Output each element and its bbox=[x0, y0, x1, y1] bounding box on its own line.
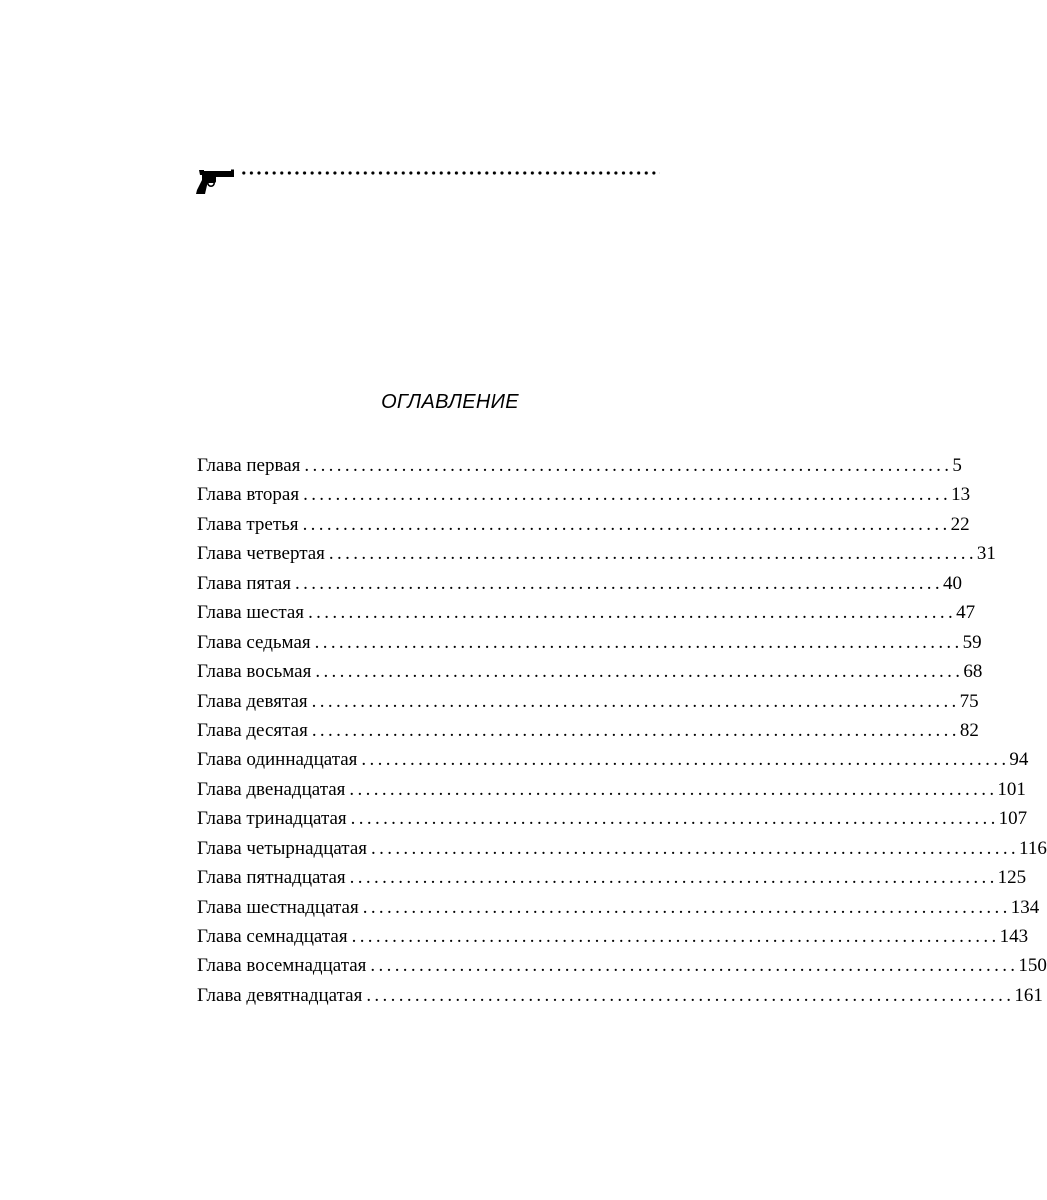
toc-entry bbox=[197, 981, 1043, 1010]
toc-entry bbox=[197, 451, 962, 480]
toc-entry bbox=[197, 598, 976, 627]
toc-entry-page: 116 bbox=[1019, 837, 1047, 859]
toc-entry-page: 82 bbox=[959, 719, 979, 741]
toc-entry-label: Глава четырнадцатая bbox=[197, 837, 368, 859]
toc-entry-label: Глава седьмая bbox=[197, 631, 311, 653]
toc-entry-label: Глава шестая bbox=[197, 602, 305, 624]
toc-entry bbox=[197, 510, 970, 539]
toc-entry bbox=[197, 628, 982, 657]
toc-entry-label: Глава вторая bbox=[197, 484, 300, 506]
toc-dot-leader: ................................................................................ bbox=[362, 896, 1011, 918]
toc-entry-page: 94 bbox=[1009, 749, 1029, 771]
toc-entry-page: 150 bbox=[1018, 955, 1047, 977]
toc-entry-page: 40 bbox=[943, 572, 962, 594]
toc-entry-label: Глава двенадцатая bbox=[197, 778, 346, 800]
revolver-icon bbox=[194, 166, 242, 196]
toc-dot-leader: ................................................................................ bbox=[328, 543, 977, 565]
toc-entry-page: 31 bbox=[976, 543, 996, 565]
toc-entry bbox=[197, 834, 1047, 863]
toc-entry-label: Глава тринадцатая bbox=[197, 808, 347, 830]
toc-dot-leader: ................................................................................ bbox=[304, 455, 953, 476]
toc-entry-page: 125 bbox=[997, 867, 1027, 889]
toc-dot-leader: ................................................................................ bbox=[350, 808, 999, 830]
toc-entry-label: Глава четвертая bbox=[197, 543, 325, 565]
toc-dot-leader: ................................................................................ bbox=[366, 984, 1015, 1006]
toc-entry-page: 13 bbox=[951, 484, 971, 506]
toc-entry bbox=[197, 569, 962, 598]
toc-entry-label: Глава пятая bbox=[197, 572, 291, 594]
toc-dot-leader: ................................................................................ bbox=[361, 749, 1010, 771]
toc-dot-leader: ................................................................................ bbox=[311, 719, 960, 741]
toc-entry bbox=[197, 775, 1026, 804]
toc-dot-leader: ................................................................................ bbox=[302, 513, 951, 535]
toc-dot-leader: ................................................................................ bbox=[314, 631, 963, 653]
toc-entry-label: Глава третья bbox=[197, 513, 299, 535]
toc-entry-page: 134 bbox=[1010, 896, 1040, 918]
toc-dot-leader: ................................................................................ bbox=[349, 778, 998, 800]
toc-entry bbox=[197, 951, 1047, 980]
toc-entry bbox=[197, 893, 1040, 922]
toc-entry bbox=[197, 657, 983, 686]
toc-list bbox=[197, 451, 1047, 1010]
toc-entry-page: 68 bbox=[963, 661, 983, 683]
toc-entry bbox=[197, 687, 979, 716]
toc-entry bbox=[197, 716, 979, 745]
toc-dot-leader: ................................................................................ bbox=[308, 602, 957, 624]
toc-dot-leader: ................................................................................ bbox=[370, 955, 1019, 977]
toc-entry-label: Глава девятая bbox=[197, 690, 308, 712]
toc-entry-label: Глава девятнадцатая bbox=[197, 984, 363, 1006]
toc-entry-page: 143 bbox=[999, 926, 1029, 947]
toc-entry-label: Глава десятая bbox=[197, 719, 308, 741]
toc-title: ОГЛАВЛЕНИЕ bbox=[381, 391, 519, 413]
toc-entry bbox=[197, 745, 1029, 774]
toc-entry-label: Глава семнадцатая bbox=[197, 926, 348, 947]
toc-entry bbox=[197, 480, 971, 509]
toc-entry-page: 5 bbox=[952, 455, 962, 476]
toc-entry-label: Глава восьмая bbox=[197, 661, 312, 683]
toc-dot-leader: ................................................................................ bbox=[295, 572, 943, 594]
toc-entry-label: Глава восемнадцатая bbox=[197, 955, 367, 977]
toc-dot-leader: ................................................................................ bbox=[351, 926, 1000, 947]
toc-entry-page: 107 bbox=[998, 808, 1028, 830]
toc-entry bbox=[197, 863, 1027, 892]
toc-entry bbox=[197, 922, 1029, 951]
toc-entry-page: 161 bbox=[1014, 984, 1043, 1006]
dotted-rule bbox=[240, 171, 660, 175]
toc-entry-page: 101 bbox=[997, 778, 1026, 800]
toc-dot-leader: ................................................................................ bbox=[303, 484, 952, 506]
toc-entry-label: Глава одиннадцатая bbox=[197, 749, 358, 771]
toc-entry bbox=[197, 804, 1028, 833]
toc-dot-leader: ................................................................................ bbox=[371, 837, 1020, 859]
toc-entry-label: Глава пятнадцатая bbox=[197, 867, 346, 889]
toc-dot-leader: ................................................................................ bbox=[311, 690, 960, 712]
toc-entry-label: Глава шестнадцатая bbox=[197, 896, 359, 918]
toc-entry-label: Глава первая bbox=[197, 455, 301, 476]
header-ornament bbox=[194, 164, 664, 196]
toc-entry-page: 75 bbox=[959, 690, 979, 712]
toc-entry-page: 59 bbox=[962, 631, 982, 653]
toc-entry-page: 22 bbox=[950, 513, 970, 535]
toc-entry-page: 47 bbox=[956, 602, 976, 624]
toc-entry bbox=[197, 539, 996, 568]
toc-dot-leader: ................................................................................ bbox=[349, 867, 998, 889]
toc-dot-leader: ................................................................................ bbox=[315, 661, 964, 683]
